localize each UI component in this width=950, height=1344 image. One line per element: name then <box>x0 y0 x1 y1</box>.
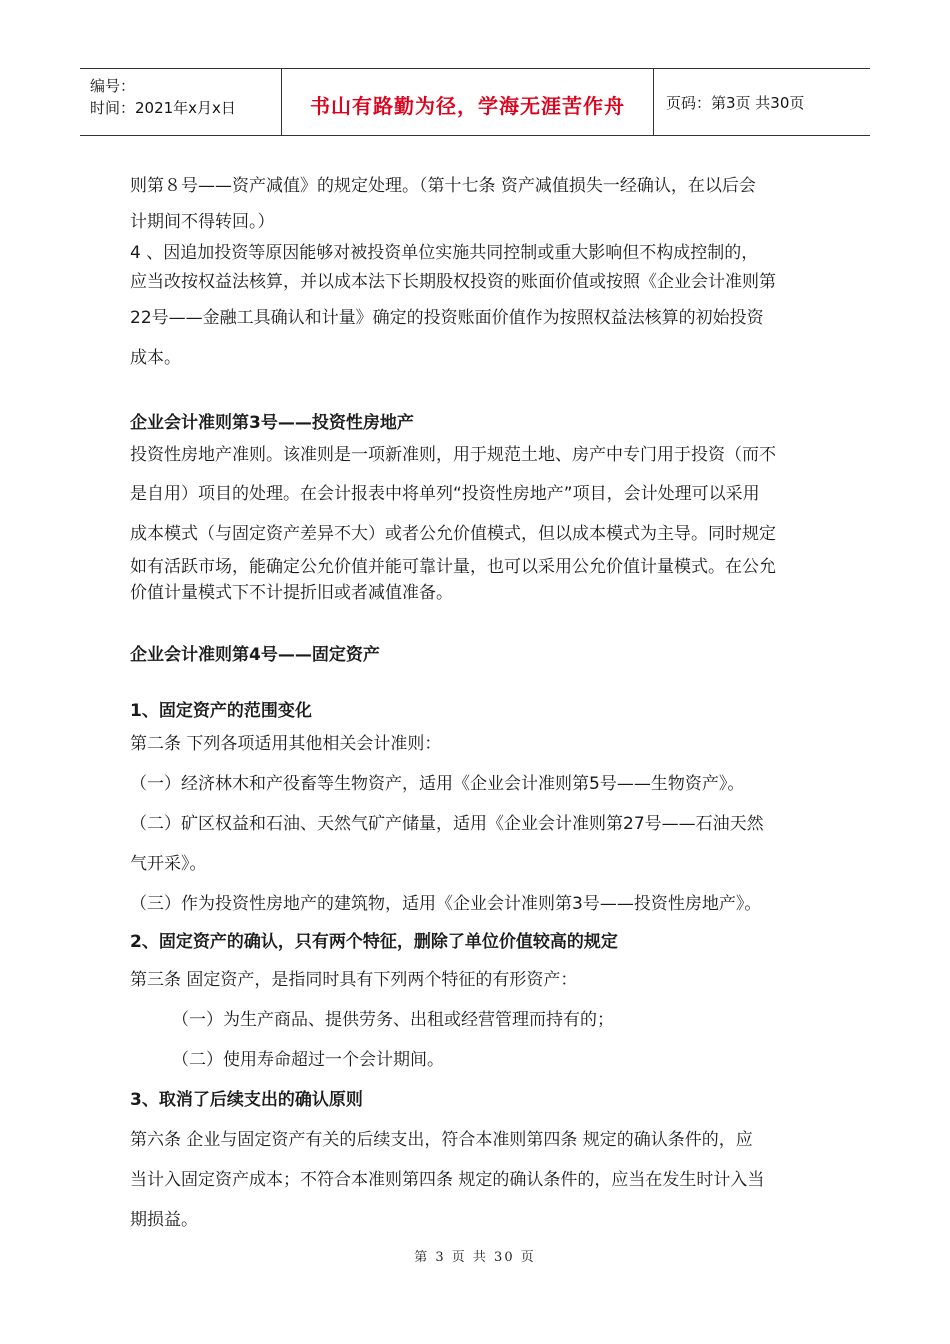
paragraph-line: 成本。 <box>130 348 181 368</box>
subsection-heading: 1、固定资产的范围变化 <box>130 701 312 721</box>
paragraph-line: （二）使用寿命超过一个会计期间。 <box>172 1050 444 1070</box>
paragraph-line: 成本模式（与固定资产差异不大）或者公允价值模式，但以成本模式为主导。同时规定 <box>130 524 776 544</box>
document-body <box>130 168 860 1240</box>
paragraph-line: （二）矿区权益和石油、天然气矿产储量，适用《企业会计准则第27号——石油天然 <box>130 814 764 834</box>
paragraph-line: 应当改按权益法核算，并以成本法下长期股权投资的账面价值或按照《企业会计准则第 <box>130 272 776 292</box>
section-heading: 企业会计准则第3号——投资性房地产 <box>130 413 414 433</box>
paragraph-line: 第六条 企业与固定资产有关的后续支出，符合本准则第四条 规定的确认条件的，应 <box>130 1130 753 1150</box>
paragraph-line: 气开采》。 <box>130 854 207 874</box>
paragraph-line: （一）经济林木和产役畜等生物资产，适用《企业会计准则第5号——生物资产》。 <box>130 774 745 794</box>
paragraph-line: 4 、因追加投资等原因能够对被投资单位实施共同控制或重大影响但不构成控制的， <box>130 243 759 263</box>
header-meta <box>80 69 282 135</box>
paragraph-line: 投资性房地产准则。该准则是一项新准则，用于规范土地、房产中专门用于投资（而不 <box>130 445 776 465</box>
section-heading: 企业会计准则第4号——固定资产 <box>130 645 380 665</box>
document-code: 编号： <box>90 77 136 95</box>
document-time: 时间：2021年x月x日 <box>90 99 236 117</box>
page-header <box>80 68 870 136</box>
paragraph-line: 第二条 下列各项适用其他相关会计准则： <box>130 734 442 754</box>
header-motto: 书山有路勤为径，学海无涯苦作舟 <box>282 69 654 135</box>
paragraph-line: 则第８号——资产减值》的规定处理。（第十七条 资产减值损失一经确认，在以后会 <box>130 176 756 196</box>
paragraph-line: 第三条 固定资产，是指同时具有下列两个特征的有形资产： <box>130 970 578 990</box>
paragraph-line: 价值计量模式下不计提折旧或者减值准备。 <box>130 583 453 603</box>
paragraph-line: （三）作为投资性房地产的建筑物，适用《企业会计准则第3号——投资性房地产》。 <box>130 894 762 914</box>
paragraph-line: 是自用）项目的处理。在会计报表中将单列“投资性房地产”项目，会计处理可以采用 <box>130 484 760 504</box>
paragraph-line: 当计入固定资产成本；不符合本准则第四条 规定的确认条件的，应当在发生时计入当 <box>130 1170 765 1190</box>
subsection-heading: 3、取消了后续支出的确认原则 <box>130 1090 363 1110</box>
header-page-number: 页码：第3页 共30页 <box>666 93 805 112</box>
paragraph-line: 22号——金融工具确认和计量》确定的投资账面价值作为按照权益法核算的初始投资 <box>130 308 764 328</box>
paragraph-line: （一）为生产商品、提供劳务、出租或经营管理而持有的； <box>172 1010 614 1030</box>
page-footer: 第 3 页 共 30 页 <box>414 1250 536 1265</box>
paragraph-line: 如有活跃市场，能确定公允价值并能可靠计量，也可以采用公允价值计量模式。在公允 <box>130 557 776 577</box>
paragraph-line: 期损益。 <box>130 1210 198 1230</box>
paragraph-line: 计期间不得转回。） <box>130 212 275 232</box>
subsection-heading: 2、固定资产的确认，只有两个特征，删除了单位价值较高的规定 <box>130 932 618 952</box>
